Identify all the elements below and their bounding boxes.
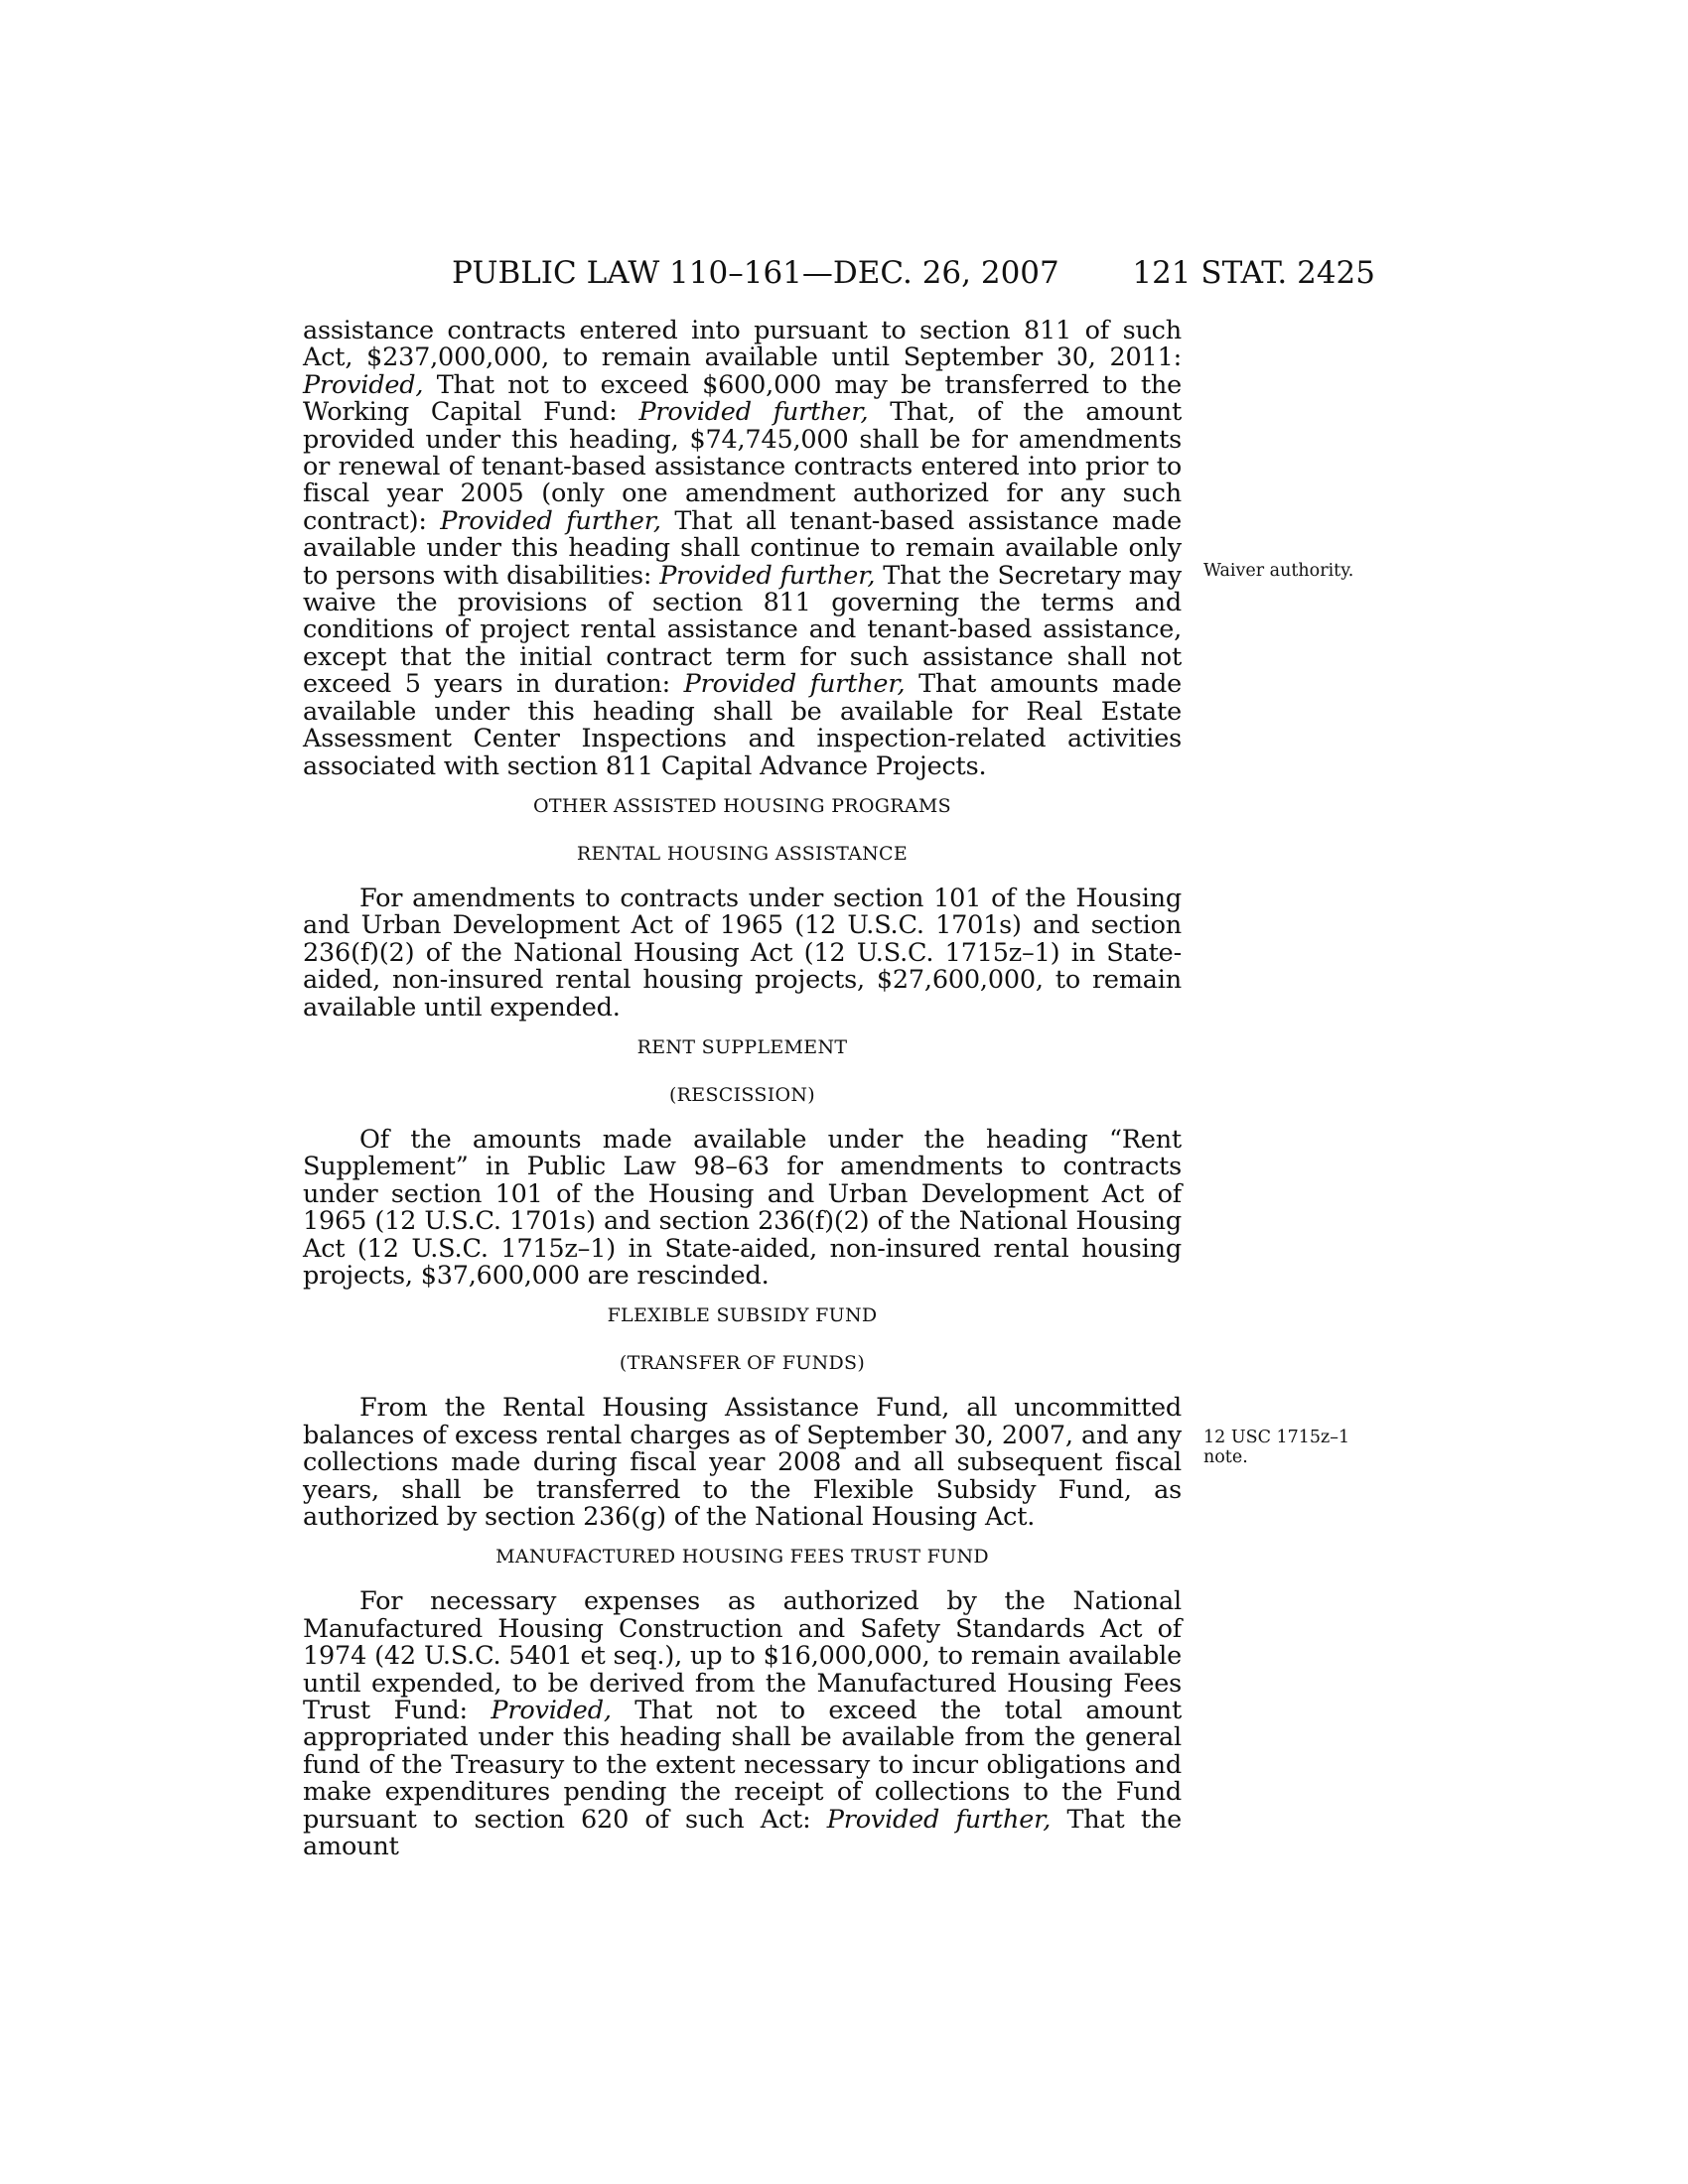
text-run: That not to exceed the total amount appropriated under this heading shall be available from the general fund of the Treasury to the extent necessary to incur obligations and make expenditures pending the receipt of collections to the Fund pursuant to section 620 of such Act: (303, 1696, 1182, 1835)
margin-note-waiver-authority: Waiver authority. (1203, 561, 1354, 581)
paragraph-rental-housing-assistance: For amendments to contracts under section 101 of the Housing and Urban Development Act of 1965 (12 U.S.C. 1701s) and section 236(f)(2) of the National Housing Act (12 U.S.C. 1715z–1) in State-aided, non-insured rental housing projects, $27,600,000, to remain available until expended. (303, 883, 1182, 1023)
margin-note-usc-citation (1203, 1428, 1382, 1467)
heading-transfer-of-funds: (TRANSFER OF FUNDS) (619, 1352, 866, 1375)
main-text-column (303, 318, 1182, 1860)
text-run: That not to exceed $600,000 may be transferred to the Working Capital Fund: (303, 369, 1182, 428)
margin-note-usc-line: note. (1203, 1447, 1248, 1467)
paragraph-flexible-subsidy-fund: From the Rental Housing Assistance Fund, all uncommitted balances of excess rental charges as of September 30, 2007, and any collections made during fiscal year 2008 and all subsequent fiscal years, shall be transferred to the Flexible Subsidy Fund, as authorized by section 236(g) of the National Housing Act. (303, 1393, 1182, 1532)
text-run: assistance contracts entered into pursuant to section 811 of such Act, $237,000,000, to remain available until September 30, 2011: (303, 316, 1182, 373)
text-run: That the amount (303, 1804, 1183, 1862)
running-head-stat-page: 121 STAT. 2425 (1132, 255, 1375, 291)
italic-run: Provided further, (659, 560, 876, 591)
running-head (452, 253, 1375, 293)
heading-manufactured-housing-fees-trust-fund: MANUFACTURED HOUSING FEES TRUST FUND (495, 1546, 989, 1569)
italic-run: Provided, (491, 1696, 612, 1726)
text-run: That amounts made available under this heading shall be available for Real Estate Assessment Center Inspections and inspection-related activities associated with section 811 Capital Advance Projects. (303, 669, 1183, 781)
text-run: That all tenant-based assistance made available under this heading shall continue to remain available only to persons with disabilities: (303, 505, 1182, 591)
italic-run: Provided further, (826, 1804, 1052, 1835)
heading-rescission: (RESCISSION) (668, 1083, 816, 1106)
text-run: For necessary expenses as authorized by the National Manufactured Housing Construction and Safety Standards Act of 1974 (42 U.S.C. 5401 et seq.), up to $16,000,000, to remain available until expended, to be derived from the Manufactured Housing Fees Trust Fund: (303, 1586, 1182, 1726)
italic-run: Provided further, (683, 669, 906, 700)
margin-note-usc-line: 12 USC 1715z–1 (1203, 1428, 1350, 1447)
paragraph-manufactured-housing-fees (303, 1588, 1182, 1860)
heading-rent-supplement: RENT SUPPLEMENT (636, 1035, 848, 1058)
italic-run: Provided further, (638, 397, 869, 428)
italic-run: Provided further, (440, 505, 661, 536)
heading-rental-housing-assistance: RENTAL HOUSING ASSISTANCE (576, 842, 909, 865)
heading-flexible-subsidy-fund: FLEXIBLE SUBSIDY FUND (607, 1304, 878, 1327)
text-run: That, of the amount provided under this heading, $74,745,000 shall be for amendments or renewal of tenant-based assistance contracts entered into prior to fiscal year 2005 (only one amendment authorized for any such contract): (303, 397, 1183, 536)
italic-run: Provided, (303, 369, 424, 400)
heading-other-assisted-housing-programs: OTHER ASSISTED HOUSING PROGRAMS (533, 794, 951, 817)
paragraph-rent-supplement: Of the amounts made available under the heading “Rent Supplement” in Public Law 98–63 for amendments to contracts under section 101 of the Housing and Urban Development Act of 1965 (12 U.S.C. 1701s) and section 236(f)(2) of the National Housing Act (12 U.S.C. 1715z–1) in State-aided, non-insured rental housing projects, $37,600,000 are rescinded. (303, 1124, 1182, 1291)
paragraph-section-811-assistance (303, 318, 1182, 780)
text-run: That the Secretary may waive the provisions of section 811 governing the terms and conditions of project rental assistance and tenant-based assistance, except that the initial contract term for such assistance shall not exceed 5 years in duration: (303, 560, 1182, 700)
running-head-citation: PUBLIC LAW 110–161—DEC. 26, 2007 (452, 255, 1059, 291)
